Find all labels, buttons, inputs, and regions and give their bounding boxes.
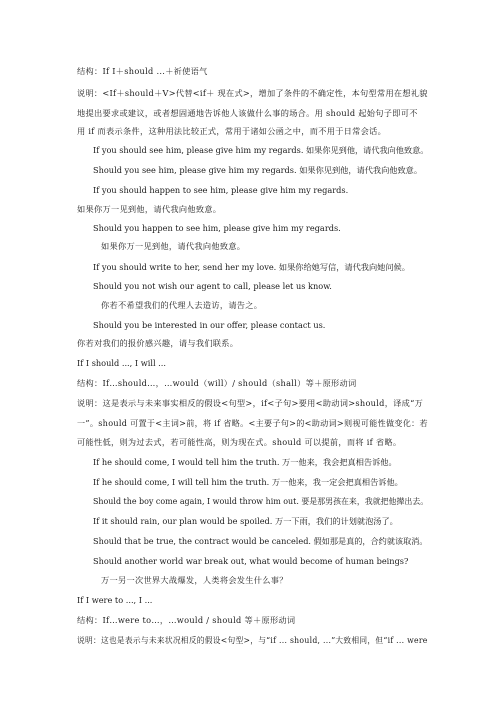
doc-line-30: 说明：这也是表示与未来状况相反的假设<句型>，与“if ... should, ...”大致相同，但“if ... were [77,635,428,645]
doc-line-14: Should you be interested in our offer, please contact us. [93,320,326,330]
doc-line-12: Should you not wish our agent to call, please let us know. [93,281,332,291]
doc-line-13: 你若不希望我们的代理人去造访，请告之。 [101,300,263,310]
doc-line-9: Should you happen to see him, please give him my regards. [93,223,341,233]
doc-line-4: 用 if 而表示条件，这种用法比较正式，常用于诸如公函之中，而不用于日常会话。 [77,126,387,136]
doc-line-15: 你若对我们的报价感兴趣，请与我们联系。 [77,338,239,348]
doc-line-19: 一”。should 可置于<主词>前，将 if 省略。<主要子句>的<助动词>则视可能性做变化：若 [77,418,428,428]
doc-line-27: 万一另一次世界大战爆发，人类将会发生什么事？ [101,575,288,585]
doc-line-26: Should another world war break out, what would become of human beings? [93,556,409,566]
doc-line-11: If you should write to her, send her my love. 如果你给她写信，请代我向她问候。 [93,262,410,272]
doc-line-25: Should that be true, the contract would be canceled. 假如那是真的，合约就该取消。 [93,536,428,546]
doc-line-3: 地提出要求或建议，或者想固通地告诉他人该做什么事的场合。用 should 起始句子即可不 [77,108,418,118]
doc-line-2: 说明：<If＋should＋V>代替<if＋ 现在式>，增加了条件的不确定性，本句型常用在想礼貌 [77,88,428,98]
doc-line-22: If he should come, I will tell him the truth. 万一他来，我一定会把真相告诉他。 [93,477,403,487]
doc-line-5: If you should see him, please give him my regards. 如果你见到他，请代我向他致意。 [93,145,429,155]
doc-line-29: 结构：If…were to…，…would / should 等＋原形动词 [77,615,296,625]
doc-line-6: Should you see him, please give him my regards. 如果你见到他，请代我向他致意。 [93,165,423,175]
doc-line-24: If it should rain, our plan would be spoiled. 万一下雨，我们的计划就泡汤了。 [93,516,398,526]
doc-line-21: If he should come, I would tell him the truth. 万一他来，我会把真相告诉他。 [93,457,397,467]
doc-line-10: 如果你万一见到他，请代我向他致意。 [101,241,246,251]
doc-line-1: 结构：If I＋should ...＋祈使语气 [77,66,208,76]
doc-line-23: Should the boy come again, I would throw him out. 要是那男孩在来，我就把他撵出去。 [93,496,429,506]
doc-line-7: If you should happen to see him, please give him my regards. [93,185,349,195]
doc-line-8: 如果你万一见到他，请代我向他致意。 [77,204,222,214]
doc-line-28: If I were to ..., I ... [77,595,153,605]
doc-line-16: If I should ..., I will ... [77,358,166,368]
doc-line-18: 说明：这是表示与未来事实相反的假设<句型>，if<子句>要用<助动词>should，译成“万 [77,398,424,408]
doc-line-20: 可能性低，则为过去式，若可能性高，则为现在式。should 可以提前，而将 if 省略。 [77,437,402,447]
doc-line-17: 结构：If…should…，…would（will）/ should（shall）等＋原形动词 [77,378,357,388]
